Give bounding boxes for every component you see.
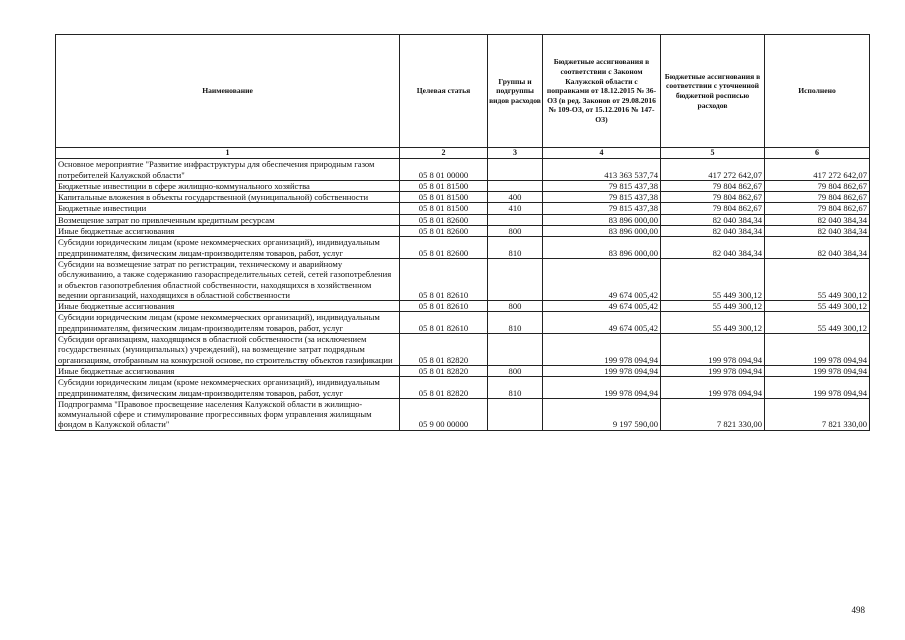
row-executed: 82 040 384,34	[765, 237, 870, 259]
row-assigned: 49 674 005,42	[543, 301, 661, 312]
column-number-row	[56, 148, 870, 159]
table-row	[56, 301, 870, 312]
row-expense-group	[488, 334, 543, 366]
row-name: Основное мероприятие "Развитие инфраструктуры для обеспечения природным газом потребителей Калужской области"	[56, 159, 400, 181]
page-number: 498	[851, 605, 865, 615]
table-row	[56, 258, 870, 300]
column-number: 3	[488, 148, 543, 159]
row-target-code: 05 8 01 82610	[400, 301, 488, 312]
row-target-code: 05 8 01 82610	[400, 312, 488, 334]
table-row	[56, 237, 870, 259]
row-expense-group: 810	[488, 237, 543, 259]
row-assigned: 413 363 537,74	[543, 159, 661, 181]
row-name: Подпрограмма "Правовое просвещение населения Калужской области в жилищно-коммунальной сфере и стимулирование прогрессивных форм управления жилищным фондом в Калужской области"	[56, 398, 400, 430]
table-row	[56, 180, 870, 191]
row-target-code: 05 8 01 81500	[400, 203, 488, 214]
row-executed: 55 449 300,12	[765, 301, 870, 312]
row-assigned: 79 815 437,38	[543, 180, 661, 191]
row-expense-group: 810	[488, 377, 543, 399]
row-expense-group: 410	[488, 203, 543, 214]
row-name: Субсидии на возмещение затрат по регистрации, техническому и аварийному обслуживанию, а также содержанию газораспределительных сетей, сетей газопотребления и объектов газопотребления областной собственности, находящихся в хозяйственном ведении организаций, находящихся в областной собственности	[56, 258, 400, 300]
row-executed: 82 040 384,34	[765, 226, 870, 237]
row-name: Возмещение затрат по привлеченным кредитным ресурсам	[56, 214, 400, 225]
row-refined: 55 449 300,12	[661, 312, 765, 334]
row-target-code: 05 8 01 82600	[400, 226, 488, 237]
row-target-code: 05 8 01 82820	[400, 377, 488, 399]
table-row	[56, 377, 870, 399]
row-expense-group	[488, 159, 543, 181]
row-refined: 79 804 862,67	[661, 203, 765, 214]
row-assigned: 79 815 437,38	[543, 192, 661, 203]
row-refined: 82 040 384,34	[661, 214, 765, 225]
table-row	[56, 192, 870, 203]
row-refined: 79 804 862,67	[661, 180, 765, 191]
row-name: Иные бюджетные ассигнования	[56, 226, 400, 237]
row-refined: 82 040 384,34	[661, 237, 765, 259]
header-expense-groups: Группы и подгруппы видов расходов	[488, 35, 543, 148]
row-assigned: 199 978 094,94	[543, 334, 661, 366]
row-expense-group: 800	[488, 301, 543, 312]
budget-table	[55, 34, 870, 431]
column-number: 6	[765, 148, 870, 159]
row-expense-group: 800	[488, 226, 543, 237]
row-executed: 7 821 330,00	[765, 398, 870, 430]
row-refined: 55 449 300,12	[661, 258, 765, 300]
row-executed: 79 804 862,67	[765, 203, 870, 214]
table-row	[56, 312, 870, 334]
row-refined: 417 272 642,07	[661, 159, 765, 181]
header-executed: Исполнено	[765, 35, 870, 148]
row-name: Субсидии организациям, находящимся в областной собственности (за исключением государственных (муниципальных) учреждений), на возмещение затрат подрядным организациям, отобранным на конкурсной основе, по строительству объектов газификации	[56, 334, 400, 366]
column-number: 2	[400, 148, 488, 159]
column-number: 5	[661, 148, 765, 159]
row-expense-group	[488, 258, 543, 300]
table-row	[56, 159, 870, 181]
row-target-code: 05 8 01 82600	[400, 214, 488, 225]
table-row	[56, 226, 870, 237]
row-executed: 55 449 300,12	[765, 258, 870, 300]
table-row	[56, 398, 870, 430]
row-target-code: 05 8 01 81500	[400, 180, 488, 191]
header-refined-assignments: Бюджетные ассигнования в соответствии с уточненной бюджетной росписью расходов	[661, 35, 765, 148]
row-assigned: 83 896 000,00	[543, 237, 661, 259]
row-refined: 55 449 300,12	[661, 301, 765, 312]
row-name: Субсидии юридическим лицам (кроме некоммерческих организаций), индивидуальным предпринимателям, физическим лицам-производителям товаров, работ, услуг	[56, 237, 400, 259]
row-refined: 199 978 094,94	[661, 377, 765, 399]
row-executed: 199 978 094,94	[765, 334, 870, 366]
row-executed: 199 978 094,94	[765, 377, 870, 399]
row-name: Иные бюджетные ассигнования	[56, 301, 400, 312]
column-number: 4	[543, 148, 661, 159]
table-row	[56, 203, 870, 214]
row-target-code: 05 8 01 82600	[400, 237, 488, 259]
row-name: Бюджетные инвестиции	[56, 203, 400, 214]
row-refined: 7 821 330,00	[661, 398, 765, 430]
row-executed: 417 272 642,07	[765, 159, 870, 181]
row-executed: 79 804 862,67	[765, 180, 870, 191]
row-expense-group: 810	[488, 312, 543, 334]
table-row	[56, 365, 870, 376]
row-target-code: 05 8 01 82820	[400, 365, 488, 376]
row-assigned: 79 815 437,38	[543, 203, 661, 214]
row-assigned: 49 674 005,42	[543, 312, 661, 334]
header-law-assignments: Бюджетные ассигнования в соответствии с Законом Калужской области с поправками от 18.12.2015 № 36-ОЗ (в ред. Законов от 29.08.2016 № 109-ОЗ, от 15.12.2016 № 147-ОЗ)	[543, 35, 661, 148]
row-target-code: 05 8 01 00000	[400, 159, 488, 181]
row-expense-group: 800	[488, 365, 543, 376]
row-name: Капитальные вложения в объекты государственной (муниципальной) собственности	[56, 192, 400, 203]
row-name: Субсидии юридическим лицам (кроме некоммерческих организаций), индивидуальным предпринимателям, физическим лицам-производителям товаров, работ, услуг	[56, 377, 400, 399]
row-executed: 82 040 384,34	[765, 214, 870, 225]
row-assigned: 9 197 590,00	[543, 398, 661, 430]
row-target-code: 05 9 00 00000	[400, 398, 488, 430]
row-target-code: 05 8 01 82610	[400, 258, 488, 300]
table-row	[56, 214, 870, 225]
row-target-code: 05 8 01 82820	[400, 334, 488, 366]
row-refined: 79 804 862,67	[661, 192, 765, 203]
row-expense-group	[488, 398, 543, 430]
row-assigned: 199 978 094,94	[543, 377, 661, 399]
row-expense-group	[488, 180, 543, 191]
row-expense-group	[488, 214, 543, 225]
header-row	[56, 35, 870, 148]
row-executed: 79 804 862,67	[765, 192, 870, 203]
row-expense-group: 400	[488, 192, 543, 203]
row-assigned: 83 896 000,00	[543, 214, 661, 225]
row-assigned: 49 674 005,42	[543, 258, 661, 300]
row-name: Иные бюджетные ассигнования	[56, 365, 400, 376]
row-refined: 199 978 094,94	[661, 365, 765, 376]
row-assigned: 199 978 094,94	[543, 365, 661, 376]
column-number: 1	[56, 148, 400, 159]
header-name: Наименование	[56, 35, 400, 148]
row-target-code: 05 8 01 81500	[400, 192, 488, 203]
row-assigned: 83 896 000,00	[543, 226, 661, 237]
row-name: Бюджетные инвестиции в сфере жилищно-коммунального хозяйства	[56, 180, 400, 191]
row-name: Субсидии юридическим лицам (кроме некоммерческих организаций), индивидуальным предпринимателям, физическим лицам-производителям товаров, работ, услуг	[56, 312, 400, 334]
row-refined: 82 040 384,34	[661, 226, 765, 237]
header-target-article: Целевая статья	[400, 35, 488, 148]
row-refined: 199 978 094,94	[661, 334, 765, 366]
row-executed: 199 978 094,94	[765, 365, 870, 376]
table-row	[56, 334, 870, 366]
row-executed: 55 449 300,12	[765, 312, 870, 334]
